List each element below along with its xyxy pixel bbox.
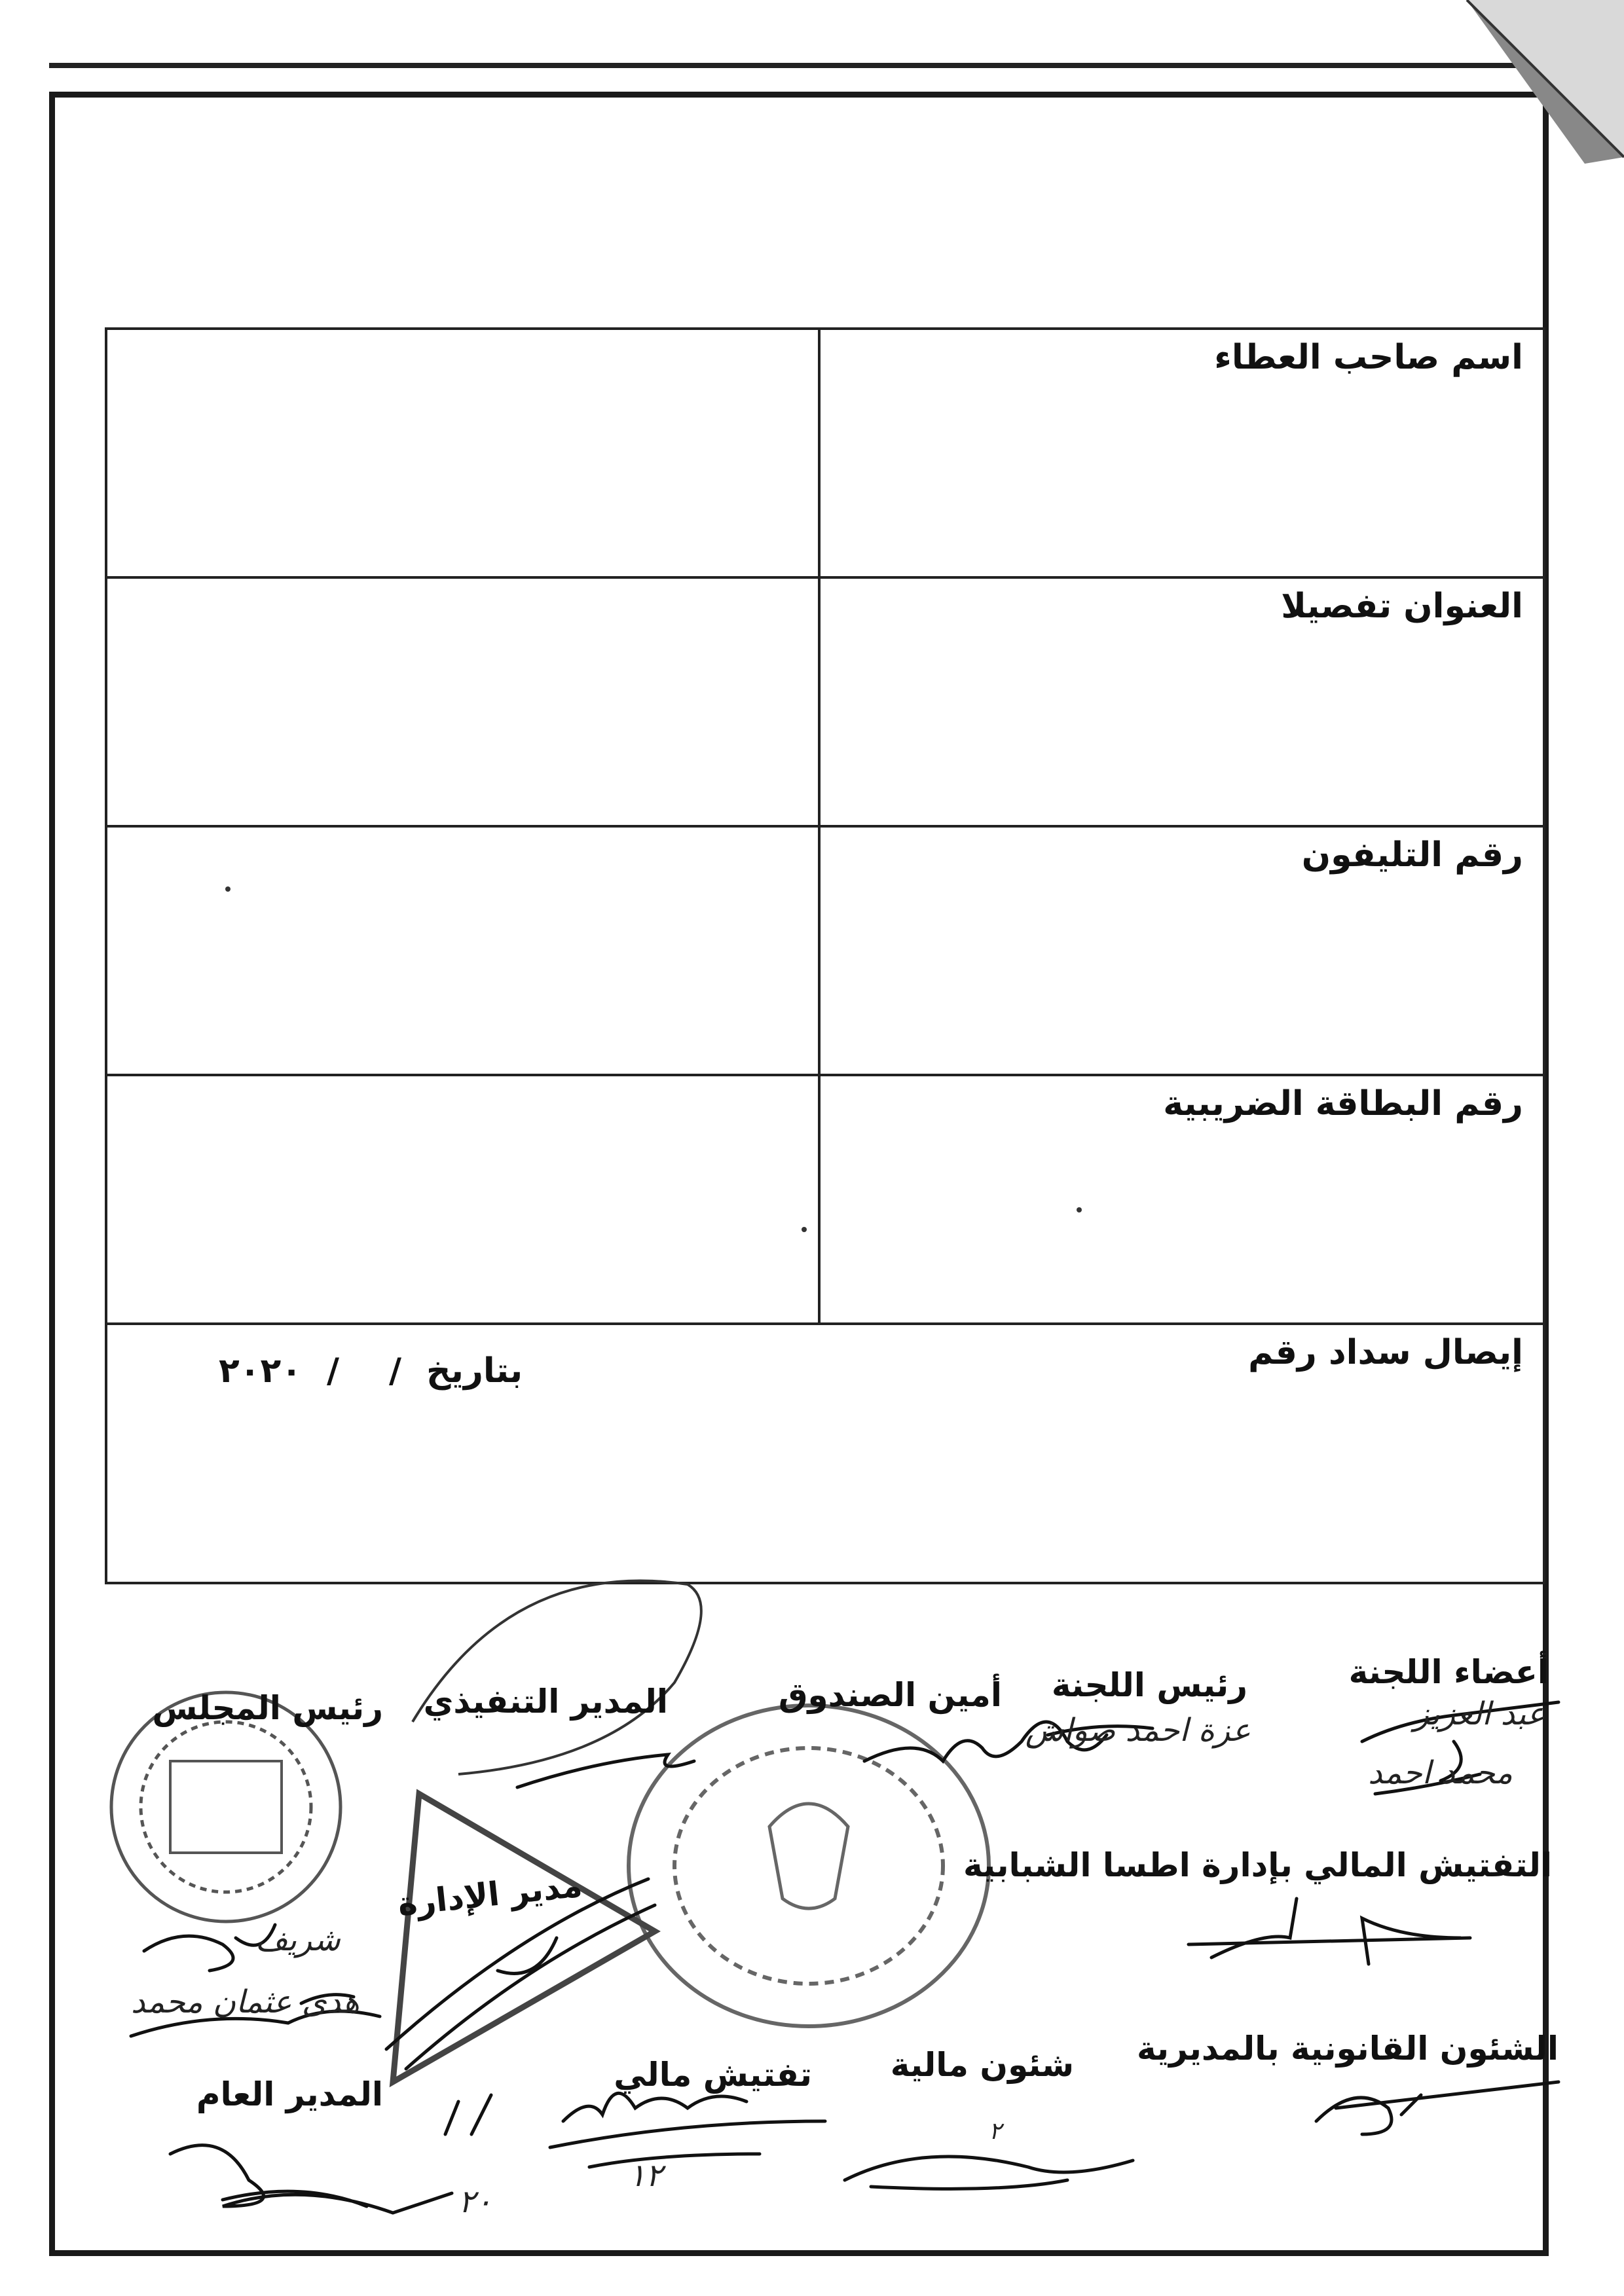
- council-head-label: رئيس المجلس: [152, 1689, 383, 1727]
- member-handwriting-1: عبد العزيز: [1413, 1696, 1545, 1732]
- date-label: بتاريخ: [426, 1351, 523, 1391]
- page-mark: ٢: [989, 2118, 1002, 2145]
- treasurer-label: أمين الصندوق: [778, 1676, 1002, 1714]
- admin-triangle-stamp: [393, 1794, 655, 2082]
- admin-director-stamp-label: مدير الإدارة: [396, 1866, 585, 1923]
- committee-members-label: أعضاء اللجنة: [1348, 1653, 1549, 1691]
- phone-label: رقم التليفون: [1301, 835, 1523, 875]
- financial-inspection-label: التفتيش المالي بإدارة اطسا الشبابية: [963, 1846, 1552, 1884]
- bottom-mark-2: ٢٠: [458, 2183, 492, 2220]
- executive-director-label: المدير التنفيذي: [423, 1683, 668, 1721]
- financial-affairs-label: شئون مالية: [890, 2046, 1074, 2084]
- left-handwriting-1: شريف: [255, 1922, 341, 1958]
- financial-inspection-short-label: تفتيش مالي: [614, 2056, 812, 2094]
- member-handwriting-2: محمد احمد: [1368, 1755, 1513, 1791]
- legal-affairs-label: الشئون القانونية بالمديرية: [1136, 2030, 1559, 2068]
- receipt-label: إيصال سداد رقم: [1248, 1333, 1523, 1372]
- date-separator: /: [388, 1351, 401, 1391]
- left-handwriting-2: هدى عثمان محمد: [131, 1984, 360, 2020]
- committee-head-handwriting: عزة احمد صواش: [1025, 1712, 1251, 1749]
- bidder-name-label: اسم صاحب العطاء: [1214, 338, 1523, 377]
- executive-director-oval: [413, 1580, 701, 1774]
- address-label: العنوان تفصيلا: [1281, 587, 1523, 626]
- bottom-mark-1: ١٢: [629, 2157, 663, 2194]
- signature-scribbles: [131, 1702, 1559, 2213]
- committee-head-label: رئيس اللجنة: [1051, 1666, 1247, 1704]
- date-year: ٢٠٢٠: [219, 1351, 302, 1391]
- general-director-label: المدير العام: [196, 2075, 383, 2113]
- tax-card-label: رقم البطاقة الضريبية: [1163, 1084, 1523, 1123]
- date-separator: /: [326, 1351, 339, 1391]
